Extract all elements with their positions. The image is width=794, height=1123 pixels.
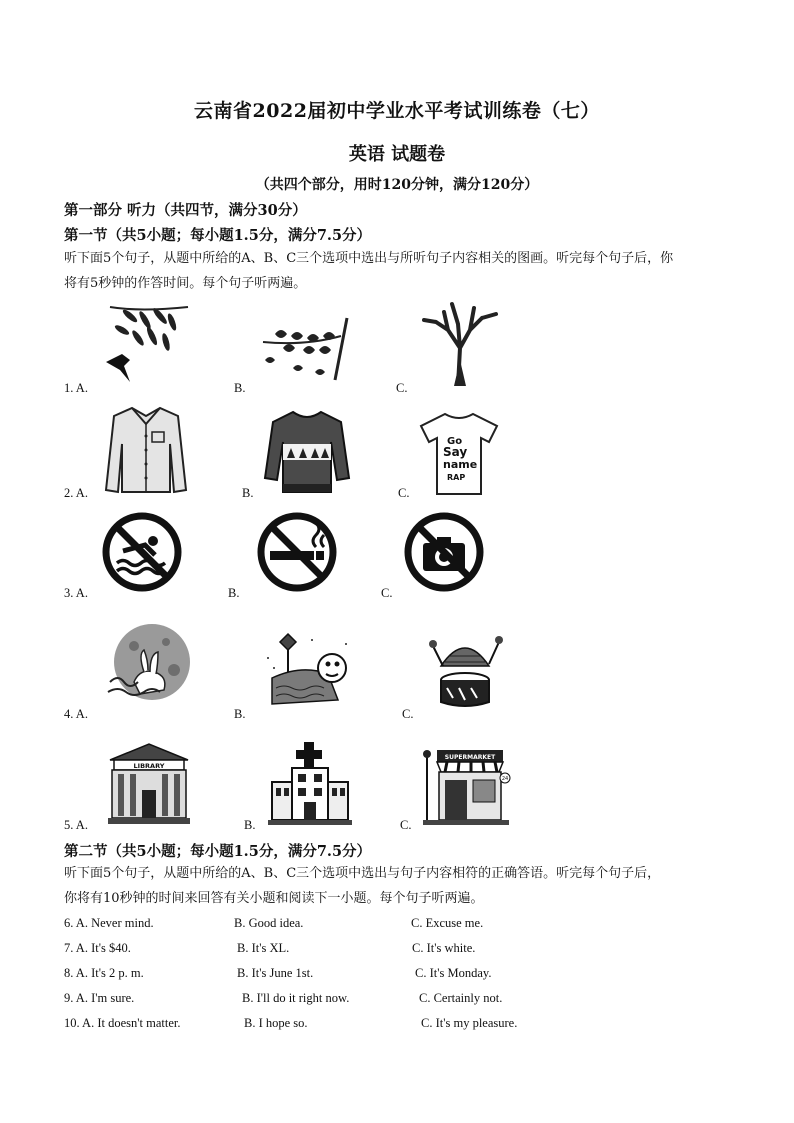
q3-option-a-label: 3. A. xyxy=(64,586,88,600)
sweater-picture[interactable] xyxy=(263,408,351,496)
page-subtitle: 英语 试题卷 xyxy=(348,144,446,165)
supermarket-hours-text: 24 xyxy=(501,776,509,782)
q5-option-a-label: 5. A. xyxy=(64,818,88,832)
q10-option-a[interactable]: 10. A. It doesn't matter. xyxy=(64,1016,181,1030)
no-photography-sign-picture[interactable] xyxy=(403,511,485,593)
q8-option-b[interactable]: B. It's June 1st. xyxy=(237,966,314,980)
q1-option-a-label: 1. A. xyxy=(64,381,88,395)
q2-option-a-label: 2. A. xyxy=(64,486,88,500)
q1-option-c-label: C. xyxy=(396,381,408,395)
section2-heading: 第二节（共5小题；每小题1.5分，满分7.5分） xyxy=(64,843,372,860)
section1-heading: 第一节（共5小题；每小题1.5分，满分7.5分） xyxy=(64,227,372,244)
tshirt-print-line2: Say xyxy=(443,445,468,459)
shirt-picture[interactable] xyxy=(104,404,188,496)
lion-dance-picture[interactable] xyxy=(262,628,352,710)
library-picture[interactable] xyxy=(106,742,192,826)
q7-option-c[interactable]: C. It's white. xyxy=(412,941,476,955)
q1-option-b-label: B. xyxy=(234,381,246,395)
q3-option-c-label: C. xyxy=(381,586,393,600)
q8-option-c[interactable]: C. It's Monday. xyxy=(415,966,492,980)
q9-option-b[interactable]: B. I'll do it right now. xyxy=(242,991,350,1005)
q3-option-b-label: B. xyxy=(228,586,240,600)
tshirt-print-line4: RAP xyxy=(447,473,466,482)
q7-option-a[interactable]: 7. A. It's $40. xyxy=(64,941,131,955)
section2-instruction-line2: 你将有10秒钟的时间来回答有关小题和阅读下一小题。每个句子听两遍。 xyxy=(64,891,484,906)
q4-option-c-label: C. xyxy=(402,707,414,721)
supermarket-picture[interactable] xyxy=(421,742,511,826)
q8-option-a[interactable]: 8. A. It's 2 p. m. xyxy=(64,966,144,980)
q9-option-a[interactable]: 9. A. I'm sure. xyxy=(64,991,135,1005)
q2-option-c-label: C. xyxy=(398,486,410,500)
exam-info: （共四个部分，用时120分钟，满分120分） xyxy=(255,177,539,193)
drum-and-festival-picture[interactable] xyxy=(423,626,509,708)
q4-option-b-label: B. xyxy=(234,707,246,721)
winter-bare-tree-picture[interactable] xyxy=(418,300,504,386)
page-title: 云南省2022届初中学业水平考试训练卷（七） xyxy=(194,100,600,122)
q7-option-b[interactable]: B. It's XL. xyxy=(237,941,290,955)
supermarket-sign-text: SUPERMARKET xyxy=(444,754,496,761)
spring-willow-swallow-picture[interactable] xyxy=(100,302,192,388)
q5-option-c-label: C. xyxy=(400,818,412,832)
section2-instruction-line1: 听下面5个句子，从题中所给的A、B、C三个选项中选出与句子内容相符的正确答语。听完每个句子后， xyxy=(64,866,661,881)
q5-option-b-label: B. xyxy=(244,818,256,832)
tshirt-print-line3: name xyxy=(443,458,478,471)
q6-option-a[interactable]: 6. A. Never mind. xyxy=(64,916,154,930)
hospital-picture[interactable] xyxy=(266,740,354,826)
t-shirt-picture[interactable] xyxy=(417,410,501,496)
q2-option-b-label: B. xyxy=(242,486,254,500)
q9-option-c[interactable]: C. Certainly not. xyxy=(419,991,503,1005)
part1-heading: 第一部分 听力（共四节，满分30分） xyxy=(64,202,307,219)
no-smoking-sign-picture[interactable] xyxy=(256,511,338,593)
section1-instruction-line1: 听下面5个句子，从题中所给的A、B、C三个选项中选出与所听句子内容相关的图画。听完每个句子后，你 xyxy=(64,251,674,266)
q6-option-b[interactable]: B. Good idea. xyxy=(234,916,304,930)
library-sign-text: LIBRARY xyxy=(133,762,165,770)
q10-option-b[interactable]: B. I hope so. xyxy=(244,1016,308,1030)
q4-option-a-label: 4. A. xyxy=(64,707,88,721)
moon-and-rabbit-picture[interactable] xyxy=(104,622,194,708)
section1-instruction-line2: 将有5秒钟的作答时间。每个句子听两遍。 xyxy=(64,276,307,291)
q10-option-c[interactable]: C. It's my pleasure. xyxy=(421,1016,518,1030)
autumn-falling-leaves-picture[interactable] xyxy=(255,316,351,384)
tshirt-print-line1: Go xyxy=(447,436,463,447)
no-swimming-sign-picture[interactable] xyxy=(101,511,183,593)
q6-option-c[interactable]: C. Excuse me. xyxy=(411,916,484,930)
